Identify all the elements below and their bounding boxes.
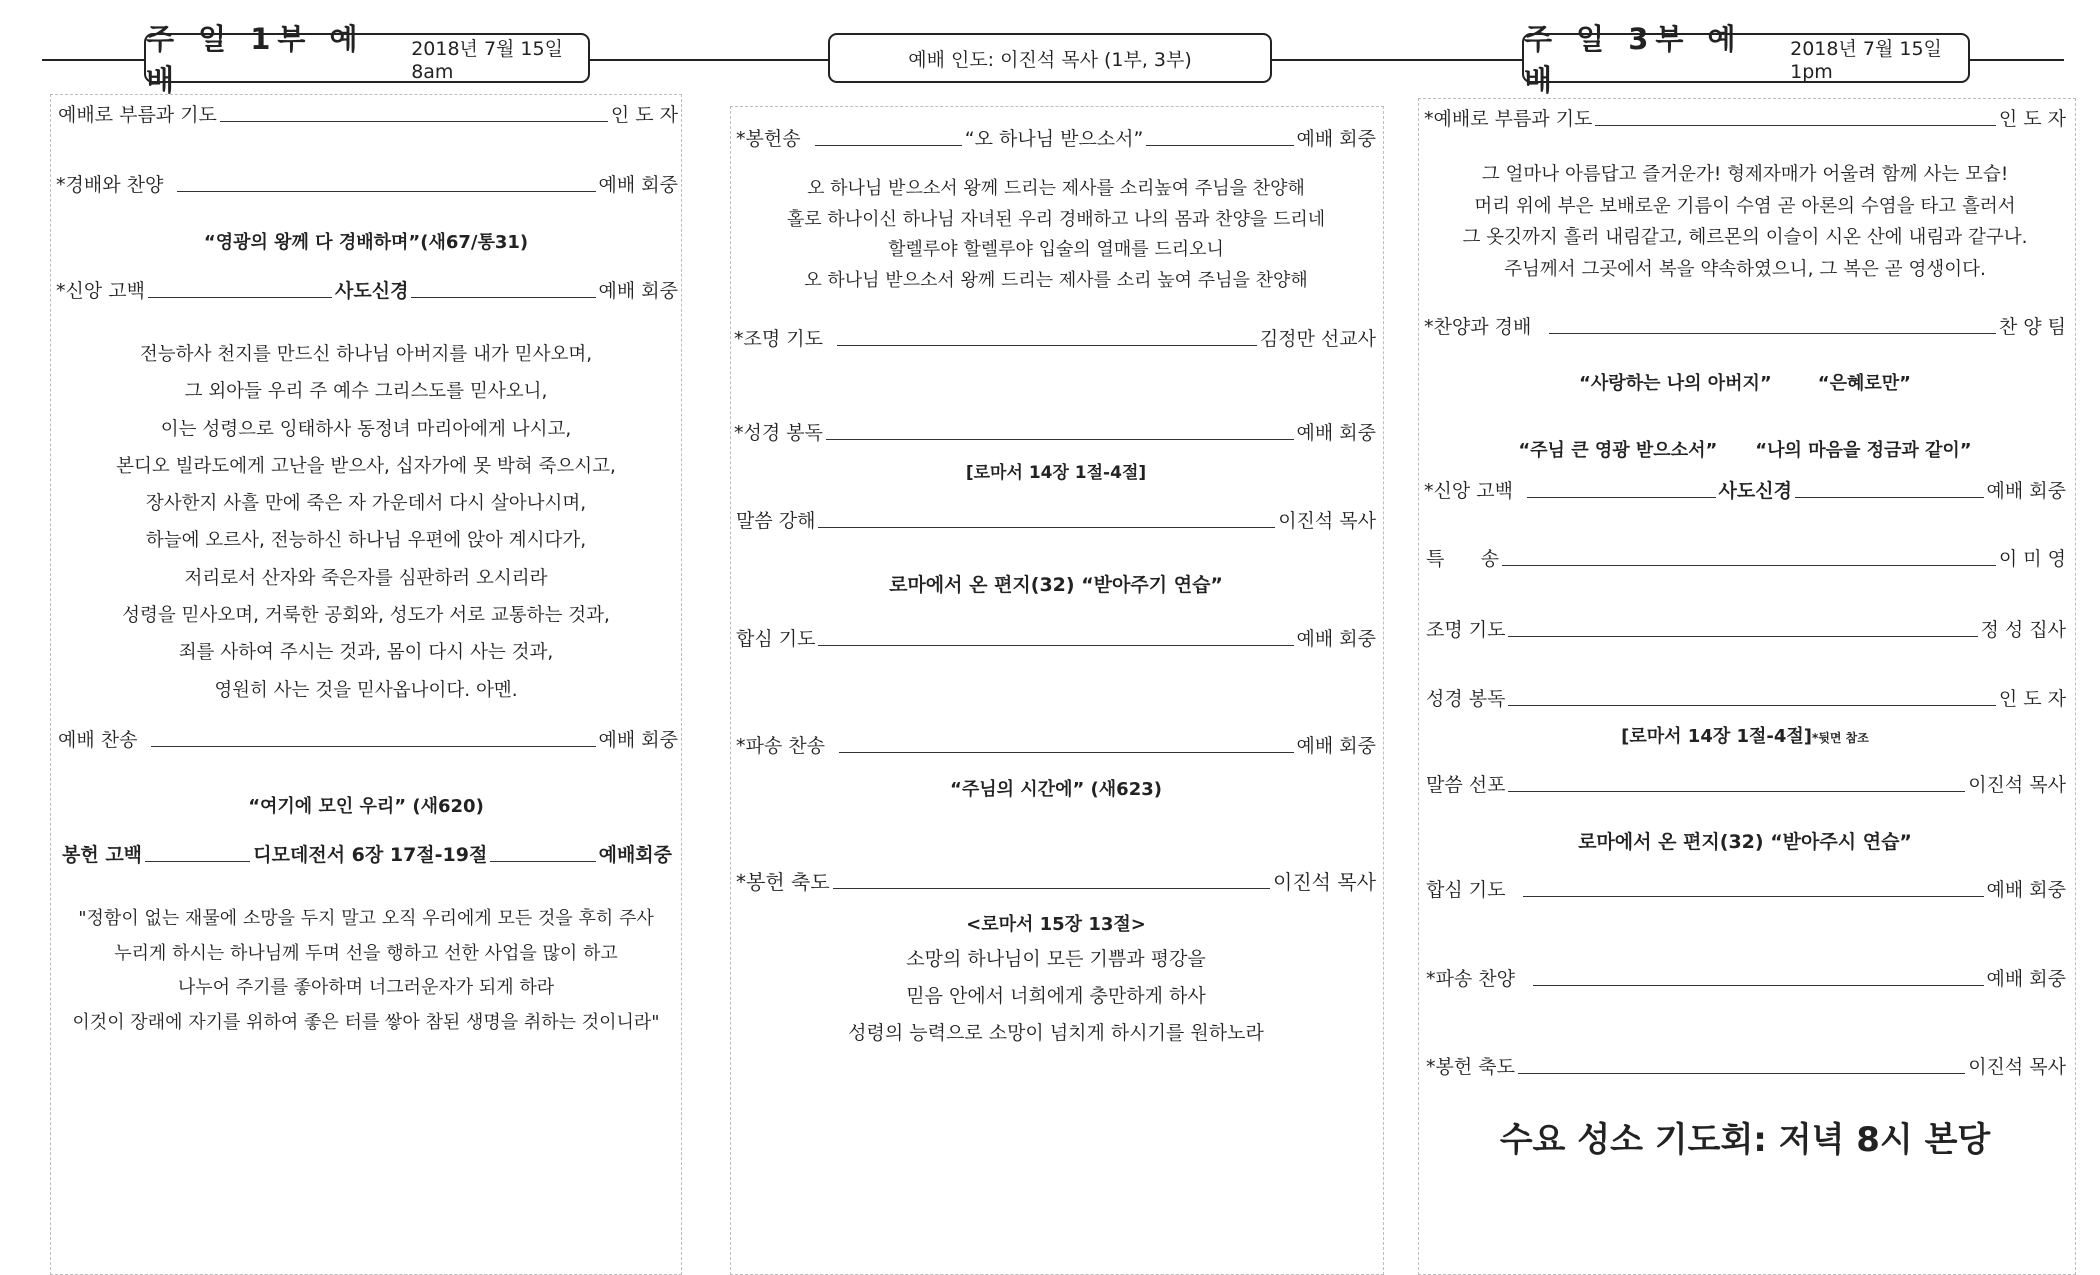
order-united-prayer: 합심 기도 예배 회중 [736,628,1376,650]
song-title: “주님 큰 영광 받으소서” [1518,440,1718,461]
order-call-to-worship: 예배로 부름과 기도 인 도 자 [58,104,678,126]
call-to-worship-psalm [1424,159,2066,285]
lyric-line: 홀로 하나이신 하나님 자녀된 우리 경배하고 나의 몸과 찬양을 드리네 [786,208,1326,230]
order-call-to-worship: *예배로 부름과 기도 인 도 자 [1424,108,2066,130]
creed-line: 본디오 빌라도에게 고난을 받으사, 십자가에 못 박혀 죽으시고, [116,455,616,477]
order-illumination-prayer: 조명 기도 정 성 집사 [1426,619,2066,641]
offertory-lyrics [736,174,1376,296]
first-service-date: 2018년 7월 15일 8am [411,37,563,83]
third-service-title: 주 일 3부 예 배 [1524,22,1743,97]
scripture-reference [1424,722,2066,748]
creed-line: 그 외아들 우리 주 예수 그리스도를 믿사오니, [184,381,548,403]
lyric-line: 오 하나님 받으소서 왕께 드리는 제사를 소리 높여 주님을 찬양해 [804,269,1308,291]
order-special-music: 특 송 이 미 영 [1426,548,2066,570]
order-sermon: 말씀 선포 이진석 목사 [1426,774,2066,796]
order-scripture-reading: 성경 봉독 인 도 자 [1426,688,2066,710]
psalm-line: 머리 위에 부은 보배로운 기름이 수염 곧 아론의 수염을 타고 흘러서 [1474,195,2016,217]
apostles-creed [56,336,676,709]
creed-line: 저리로서 산자와 죽은자를 심판하러 오시리라 [184,567,548,589]
header-rule-right [1968,59,2064,61]
order-scripture-reading: *성경 봉독 예배 회중 [734,422,1376,444]
first-service-header [144,22,590,97]
order-creed: *신앙 고백 사도신경 예배 회중 [1424,480,2067,502]
hymn-title: “여기에 모인 우리” (새620) [248,796,484,817]
order-benediction: *봉헌 축도 이진석 목사 [736,870,1376,894]
song-title: “사랑하는 나의 아버지” [1579,373,1772,394]
first-service-title: 주 일 1부 예 배 [146,22,365,97]
order-offertory: *봉헌송 “오 하나님 받으소서” 예배 회중 [736,128,1377,150]
wednesday-prayer-announcement: 수요 성소 기도회: 저녁 8시 본당 [1499,1120,1991,1160]
benediction-verse [736,941,1376,1052]
order-offering-confession: 봉헌 고백 디모데전서 6장 17절-19절 예배회중 [62,844,673,866]
header-rule-mid1 [588,59,830,61]
order-praise: *경배와 찬양 예배 회중 [56,174,678,196]
creed-line: 전능하사 천지를 만드신 하나님 아버지를 내가 믿사오며, [139,344,593,365]
header-rule-mid2 [1270,59,1522,61]
offering-verse [56,902,676,1040]
creed-line: 죄를 사하여 주시는 것과, 몸이 다시 사는 것과, [178,642,554,664]
praise-songs-row1 [1424,369,2066,395]
creed-line: 성령을 믿사오며, 거룩한 공회와, 성도가 서로 교통하는 것과, [122,605,610,627]
order-sending-hymn: *파송 찬양 예배 회중 [1426,968,2066,990]
header-rule-left [42,59,146,61]
sermon-title: 로마에서 온 편지(32) “받아주기 연습” [889,574,1223,596]
worship-leader: 예배 인도: 이진석 목사 (1부, 3부) [908,48,1192,71]
order-united-prayer: 합심 기도 예배 회중 [1426,879,2066,901]
hymn-title: “영광의 왕께 다 경배하며”(새67/통31) [203,232,529,253]
scripture-ref-note: *뒷면 참조 [1812,731,1869,745]
verse-line: 나누어 주기를 좋아하며 너그러운자가 되게 하라 [177,977,555,998]
psalm-line: 그 얼마나 아름답고 즐거운가! 형제자매가 어울려 함께 사는 모습! [1481,164,2009,185]
order-sermon: 말씀 강해 이진석 목사 [736,510,1376,532]
scripture-reference: [로마서 14장 1절-4절] [965,463,1147,483]
praise-songs-row2 [1424,436,2066,462]
creed-line: 이는 성령으로 잉태하사 동정녀 마리아에게 나시고, [160,418,572,440]
order-benediction: *봉헌 축도 이진석 목사 [1426,1056,2066,1078]
order-worship-hymn: 예배 찬송 예배 회중 [58,729,678,751]
benediction-reference: <로마서 15장 13절> [966,914,1146,935]
order-sending-hymn: *파송 찬송 예배 회중 [736,735,1376,757]
verse-line: 누리게 하시는 하나님께 두며 선을 행하고 선한 사업을 많이 하고 [114,942,618,964]
lyric-line: 할렐루야 할렐루야 입술의 열매를 드리오니 [888,239,1224,260]
third-service-header [1522,22,1970,97]
verse-line: 이것이 장래에 자기를 위하여 좋은 터를 쌓아 참된 생명을 취하는 것이니라" [72,1011,660,1033]
verse-line: 성령의 능력으로 소망이 넘치게 하시기를 원하노라 [848,1022,1264,1044]
order-praise: *찬양과 경배 찬 양 팀 [1424,316,2066,338]
psalm-line: 주님께서 그곳에서 복을 약속하였으니, 그 복은 곧 영생이다. [1504,258,1986,280]
order-illumination-prayer: *조명 기도 김정만 선교사 [734,328,1376,350]
verse-line: 소망의 하나님이 모든 기쁨과 평강을 [906,948,1206,970]
order-creed: *신앙 고백 사도신경 예배 회중 [56,280,679,302]
third-service-date: 2018년 7월 15일 1pm [1790,37,1942,83]
song-title: “나의 마음을 정금과 같이” [1755,440,1972,461]
verse-line: 믿음 안에서 너희에게 충만하게 하사 [906,985,1206,1007]
creed-line: 장사한지 사흘 만에 죽은 자 가운데서 다시 살아나시며, [145,493,587,515]
lyric-line: 오 하나님 받으소서 왕께 드리는 제사를 소리높여 주님을 찬양해 [807,178,1305,199]
creed-line: 하늘에 오르사, 전능하신 하나님 우편에 앉아 계시다가, [145,530,587,552]
song-title: “은혜로만” [1817,373,1911,394]
verse-line: "정함이 없는 재물에 소망을 두지 말고 오직 우리에게 모든 것을 후히 주사 [78,908,654,929]
creed-line: 영원히 사는 것을 믿사옵나이다. 아멘. [214,679,518,701]
psalm-line: 그 옷깃까지 흘러 내림같고, 헤르몬의 이슬이 시온 산에 내림과 같구나. [1462,227,2028,248]
sermon-title: 로마에서 온 편지(32) “받아주시 연습” [1578,831,1912,853]
hymn-title: “주님의 시간에” (새623) [950,779,1162,800]
scripture-ref-text: [로마서 14장 1절-4절] [1621,726,1813,747]
leader-header [828,33,1272,83]
